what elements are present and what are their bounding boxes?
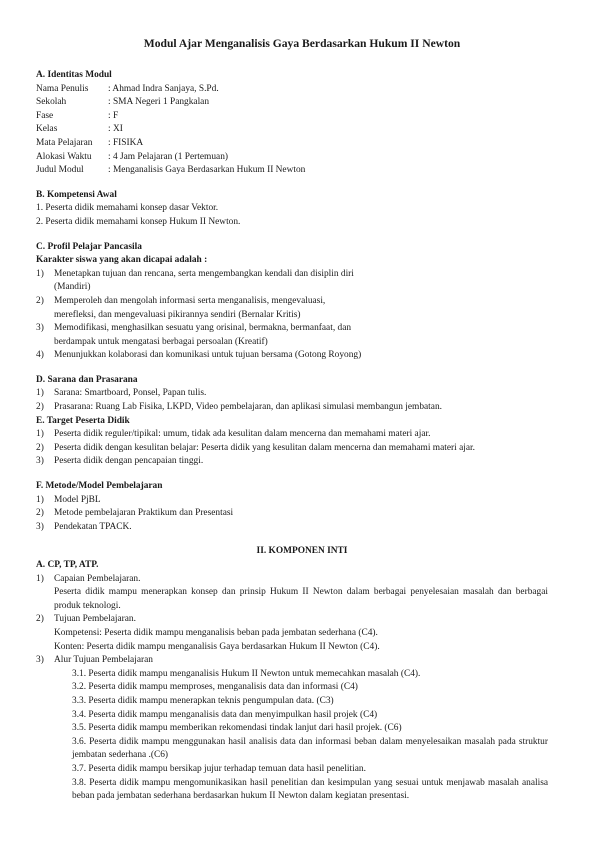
- alur-item: 3.7. Peserta didik mampu bersikap jujur terhadap temuan data hasil penelitian.: [72, 763, 366, 774]
- identitas-value: : Menganalisis Gaya Berdasarkan Hukum II Newton: [108, 165, 306, 176]
- identitas-value: : Ahmad Indra Sanjaya, S.Pd.: [108, 83, 219, 94]
- chapter-heading: II. KOMPONEN INTI: [256, 546, 348, 557]
- list-line: (Mandiri): [54, 282, 91, 293]
- identitas-row: [36, 110, 548, 124]
- list-item: [36, 494, 548, 508]
- list-item: [36, 654, 548, 668]
- section-heading-kompetensi: B. Kompetensi Awal: [36, 189, 117, 200]
- list-item: [36, 573, 548, 587]
- list-text: Metode pembelajaran Praktikum dan Presentasi: [54, 508, 234, 519]
- identitas-value: : SMA Negeri 1 Pangkalan: [108, 97, 210, 108]
- list-line: Memperoleh dan mengolah informasi serta menganalisis, mengevaluasi,: [54, 295, 326, 306]
- alur-item: 3.3. Peserta didik mampu menerapkan teknis pengumpulan data. (C3): [72, 695, 334, 706]
- identitas-key: Nama Penulis: [36, 83, 89, 94]
- section-heading-identitas: A. Identitas Modul: [36, 70, 112, 80]
- list-text: Menunjukkan kolaborasi dan komunikasi untuk tujuan bersama (Gotong Royong): [54, 350, 362, 361]
- list-text: Tujuan Pembelajaran.: [54, 614, 136, 625]
- list-text: Peserta didik dengan kesulitan belajar: Peserta didik yang kesulitan dalam mencerna dan memahami materi ajar.: [54, 442, 475, 453]
- list-line: Menetapkan tujuan dan rencana, serta mengembangkan kendali dan disiplin diri: [54, 268, 354, 279]
- section-heading-cp: A. CP, TP, ATP.: [36, 560, 99, 570]
- list-number: 1): [36, 494, 44, 505]
- alur-list: [36, 668, 548, 804]
- spacer: [36, 178, 548, 189]
- list-number: 3): [36, 521, 44, 532]
- list-item: [36, 442, 548, 456]
- alur-item: 3.1. Peserta didik mampu menganalisis Hukum II Newton untuk memecahkan masalah (C4).: [72, 668, 421, 679]
- identitas-row: [36, 96, 548, 110]
- list-item: [36, 507, 548, 521]
- list-number: 1): [36, 429, 44, 440]
- identitas-key: Sekolah: [36, 97, 67, 108]
- identitas-key: Fase: [36, 110, 54, 121]
- list-number: 1): [36, 268, 44, 279]
- list-text: [54, 295, 548, 322]
- list-item: [36, 428, 548, 442]
- section-heading-profil: C. Profil Pelajar Pancasila: [36, 241, 142, 252]
- alur-item: 3.5. Peserta didik mampu memberikan rekomendasi tindak lanjut dari hasil projek. (C6): [72, 723, 402, 734]
- document-title: Modul Ajar Menganalisis Gaya Berdasarkan Hukum II Newton: [143, 37, 461, 50]
- paragraph: Peserta didik mampu menerapkan konsep dan prinsip Hukum II Newton dalam berbagai penyelesaian masalah dan berbagai produk teknologi.: [54, 587, 548, 611]
- list-item: [36, 455, 548, 469]
- list-number: 2): [36, 442, 44, 453]
- list-text: Peserta didik dengan pencapaian tinggi.: [54, 456, 204, 467]
- list-number: 2): [36, 508, 44, 519]
- identitas-row: [36, 83, 548, 97]
- list-number: 2): [36, 402, 44, 413]
- spacer: [36, 230, 548, 241]
- list-item: [36, 268, 548, 295]
- section-heading-target: E. Target Peserta Didik: [36, 415, 130, 426]
- list-text: Alur Tujuan Pembelajaran: [54, 655, 153, 666]
- list-text: Capaian Pembelajaran.: [54, 573, 141, 584]
- list-item: [36, 322, 548, 349]
- section-heading-metode: F. Metode/Model Pembelajaran: [36, 481, 163, 492]
- list-number: 2): [36, 295, 44, 306]
- spacer: [36, 363, 548, 374]
- alur-item: 3.4. Peserta didik mampu menganalisis data dan menyimpulkan hasil projek (C4): [72, 709, 378, 720]
- list-item: [36, 521, 548, 535]
- identitas-value: : F: [108, 110, 119, 121]
- list-text: [54, 322, 548, 349]
- list-line: Memodifikasi, menghasilkan sesuatu yang orisinal, bermakna, bermanfaat, dan: [54, 323, 352, 334]
- identitas-row: [36, 151, 548, 165]
- identitas-value: : FISIKA: [108, 137, 144, 148]
- profil-subheading: Karakter siswa yang akan dicapai adalah :: [36, 255, 208, 266]
- list-number: 1): [36, 388, 44, 399]
- list-item: [36, 295, 548, 322]
- spacer: [36, 469, 548, 480]
- list-text: Sarana: Smartboard, Ponsel, Papan tulis.: [54, 388, 207, 399]
- list-text: Pendekatan TPACK.: [54, 521, 132, 532]
- list-item: [36, 349, 548, 363]
- list-number: 2): [36, 614, 44, 625]
- identitas-key: Mata Pelajaran: [36, 137, 93, 148]
- identitas-table: [36, 83, 548, 178]
- alur-item: 3.6. Peserta didik mampu menggunakan hasil analisis data dan informasi beban dalam menyelesaikan masalah pada struktur jembatan sederhana .(C6): [72, 736, 548, 761]
- list-item: 1. Peserta didik memahami konsep dasar Vektor.: [36, 203, 219, 214]
- list-line: berdampak untuk mengatasi berbagai persoalan (Kreatif): [54, 336, 268, 347]
- section-heading-sarana: D. Sarana dan Prasarana: [36, 374, 138, 385]
- alur-item: 3.8. Peserta didik mampu mengomunikasikan hasil penelitian dan kesimpulan yang sesuai untuk menjawab masalah analisa beban pada jembatan sederhana berdasarkan hukum II Newton dalam kegiatan presentasi.: [72, 777, 548, 802]
- list-number: 3): [36, 456, 44, 467]
- list-text: [54, 268, 548, 295]
- list-text: Model PjBL: [54, 494, 101, 505]
- list-number: 4): [36, 350, 44, 361]
- list-number: 3): [36, 323, 44, 334]
- identitas-row: [36, 123, 548, 137]
- list-item: [36, 401, 548, 415]
- identitas-value: : 4 Jam Pelajaran (1 Pertemuan): [108, 151, 229, 162]
- list-item: [36, 613, 548, 627]
- list-number: 1): [36, 573, 44, 584]
- list-item: [36, 387, 548, 401]
- identitas-key: Kelas: [36, 124, 58, 135]
- identitas-key: Judul Modul: [36, 165, 84, 176]
- paragraph: Kompetensi: Peserta didik mampu menganalisis beban pada jembatan sederhana (C4).: [54, 627, 378, 638]
- list-number: 3): [36, 655, 44, 666]
- list-text: Prasarana: Ruang Lab Fisika, LKPD, Video pembelajaran, dan aplikasi simulasi membangun jembatan.: [54, 402, 442, 413]
- spacer: [36, 534, 548, 545]
- list-line: merefleksi, dan mengevaluasi pikirannya sendiri (Bernalar Kritis): [54, 309, 301, 320]
- identitas-row: [36, 164, 548, 178]
- identitas-value: : XI: [108, 124, 123, 135]
- list-item: 2. Peserta didik memahami konsep Hukum II Newton.: [36, 216, 241, 227]
- alur-item: 3.2. Peserta didik mampu memproses, menganalisis data dan informasi (C4): [72, 682, 358, 693]
- paragraph: Konten: Peserta didik mampu menganalisis Gaya berdasarkan Hukum II Newton (C4).: [54, 641, 380, 652]
- identitas-key: Alokasi Waktu: [36, 151, 92, 162]
- list-text: Peserta didik reguler/tipikal: umum, tidak ada kesulitan dalam mencerna dan memahami materi ajar.: [54, 429, 431, 440]
- identitas-row: [36, 137, 548, 151]
